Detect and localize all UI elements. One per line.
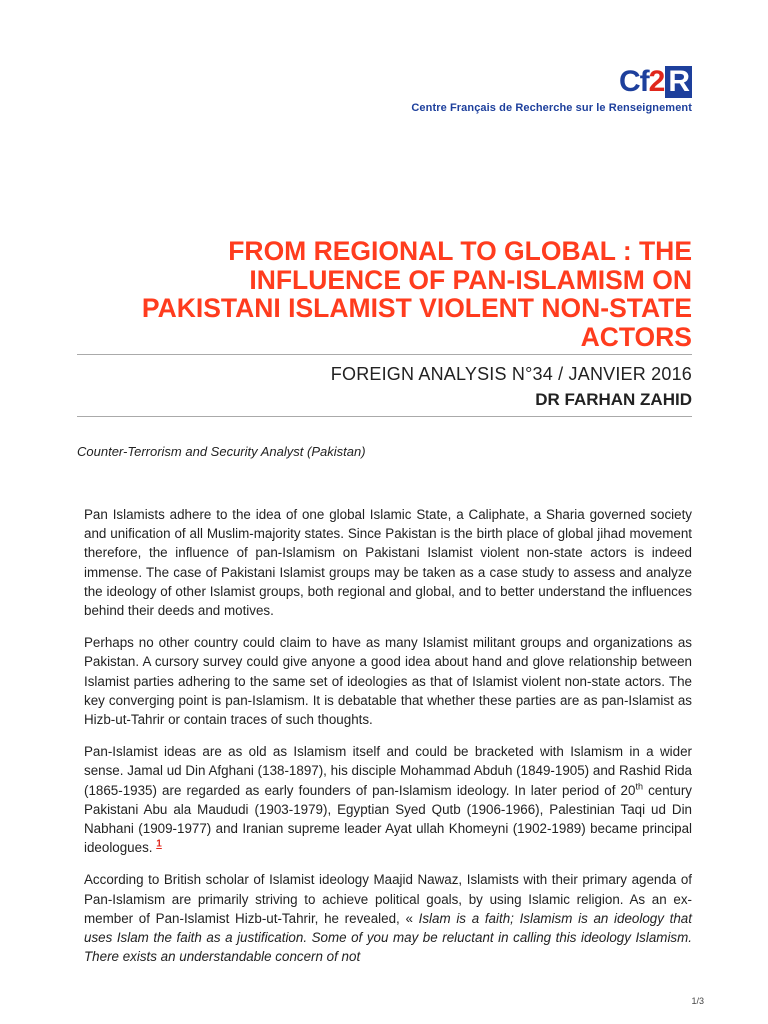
cf2r-logo (411, 66, 692, 114)
paragraph-4 (84, 870, 692, 966)
paragraph-3 (84, 742, 692, 857)
document-title (77, 237, 692, 351)
title-line: ACTORS (580, 321, 692, 352)
paragraph-4-text: According to British scholar of Islamist ideology Maajid Nawaz, Islamists with their primary agenda of Pan-Islamism are primarily striving to achieve political goals, by using Islamic religion. As an ex-member of Pan-Islamist Hizb-ut-Tahrir, he revealed, « (84, 872, 692, 926)
paragraph-4-quote: Islam is a faith; Islamism is an ideology that uses Islam the faith as a justification. Some of you may be reluctant in calling this ideology Islamism. There exists an understandable concern of not (84, 910, 692, 965)
divider-top (77, 354, 692, 355)
author-name: DR FARHAN ZAHID (535, 390, 692, 409)
logo-subtitle: Centre Français de Recherche sur le Renseignement (411, 102, 692, 114)
logo-r: R (665, 66, 692, 98)
footnote-link-1[interactable]: 1 (156, 838, 162, 850)
paragraph-2: Perhaps no other country could claim to have as many Islamist militant groups and organizations as Pakistan. A cursory survey could give anyone a good idea about hand and glove relationship between Islamist parties adhering to the same set of ideologies as that of Islamist violent non-state actors. The key converging point is pan-Islamism. It is debatable that whether these parties are as pan-Islamist as Hizb-ut-Tahrir or contain traces of such thoughts. (84, 635, 692, 728)
logo-wordmark (411, 66, 692, 98)
page-number: 1/3 (691, 996, 704, 1006)
title-line: INFLUENCE OF PAN-ISLAMISM ON (249, 264, 692, 295)
article-body (84, 505, 692, 979)
title-line: FROM REGIONAL TO GLOBAL : THE (228, 236, 692, 266)
logo-2: 2 (648, 65, 665, 98)
title-line: PAKISTANI ISLAMIST VIOLENT NON-STATE (141, 293, 692, 323)
paragraph-3-text: Pan-Islamist ideas are as old as Islamism itself and could be bracketed with Islamism in a wider sense. Jamal ud Din Afghani (138-1897), his disciple Mohammad Abduh (1849-1905) and Rashid Rida (1865-1935) are regarded as early founders of pan-Islamism ideology. In later period of 20 (84, 744, 692, 798)
author-affiliation: Counter-Terrorism and Security Analyst (Pakistan) (77, 444, 366, 459)
paragraph-1: Pan Islamists adhere to the idea of one global Islamic State, a Caliphate, a Sharia governed society and unification of all Muslim-majority states. Since Pakistan is the birth place of global jihad movement therefore, the influence of pan-Islamism on Pakistani Islamist violent non-state actors is indeed immense. The case of Pakistani Islamist groups may be taken as a case study to assess and analyze the ideology of other Islamist groups, both regional and global, and to better understand the influences behind their deeds and motives. (84, 507, 692, 619)
divider-bottom (77, 416, 692, 417)
logo-cf: Cf (618, 65, 649, 98)
series-label: FOREIGN ANALYSIS N°34 / JANVIER 2016 (330, 364, 692, 384)
paragraph-3-text-cont: century Pakistani Abu ala Maududi (1903-1979), Egyptian Syed Qutb (1906-1966), Palestinian Taqi ud Din Nabhani (1909-1977) and Iranian supreme leader Ayat ullah Khomeyni (1902-1989) became principal ideologues. (84, 782, 692, 856)
superscript-th: th (635, 781, 643, 792)
